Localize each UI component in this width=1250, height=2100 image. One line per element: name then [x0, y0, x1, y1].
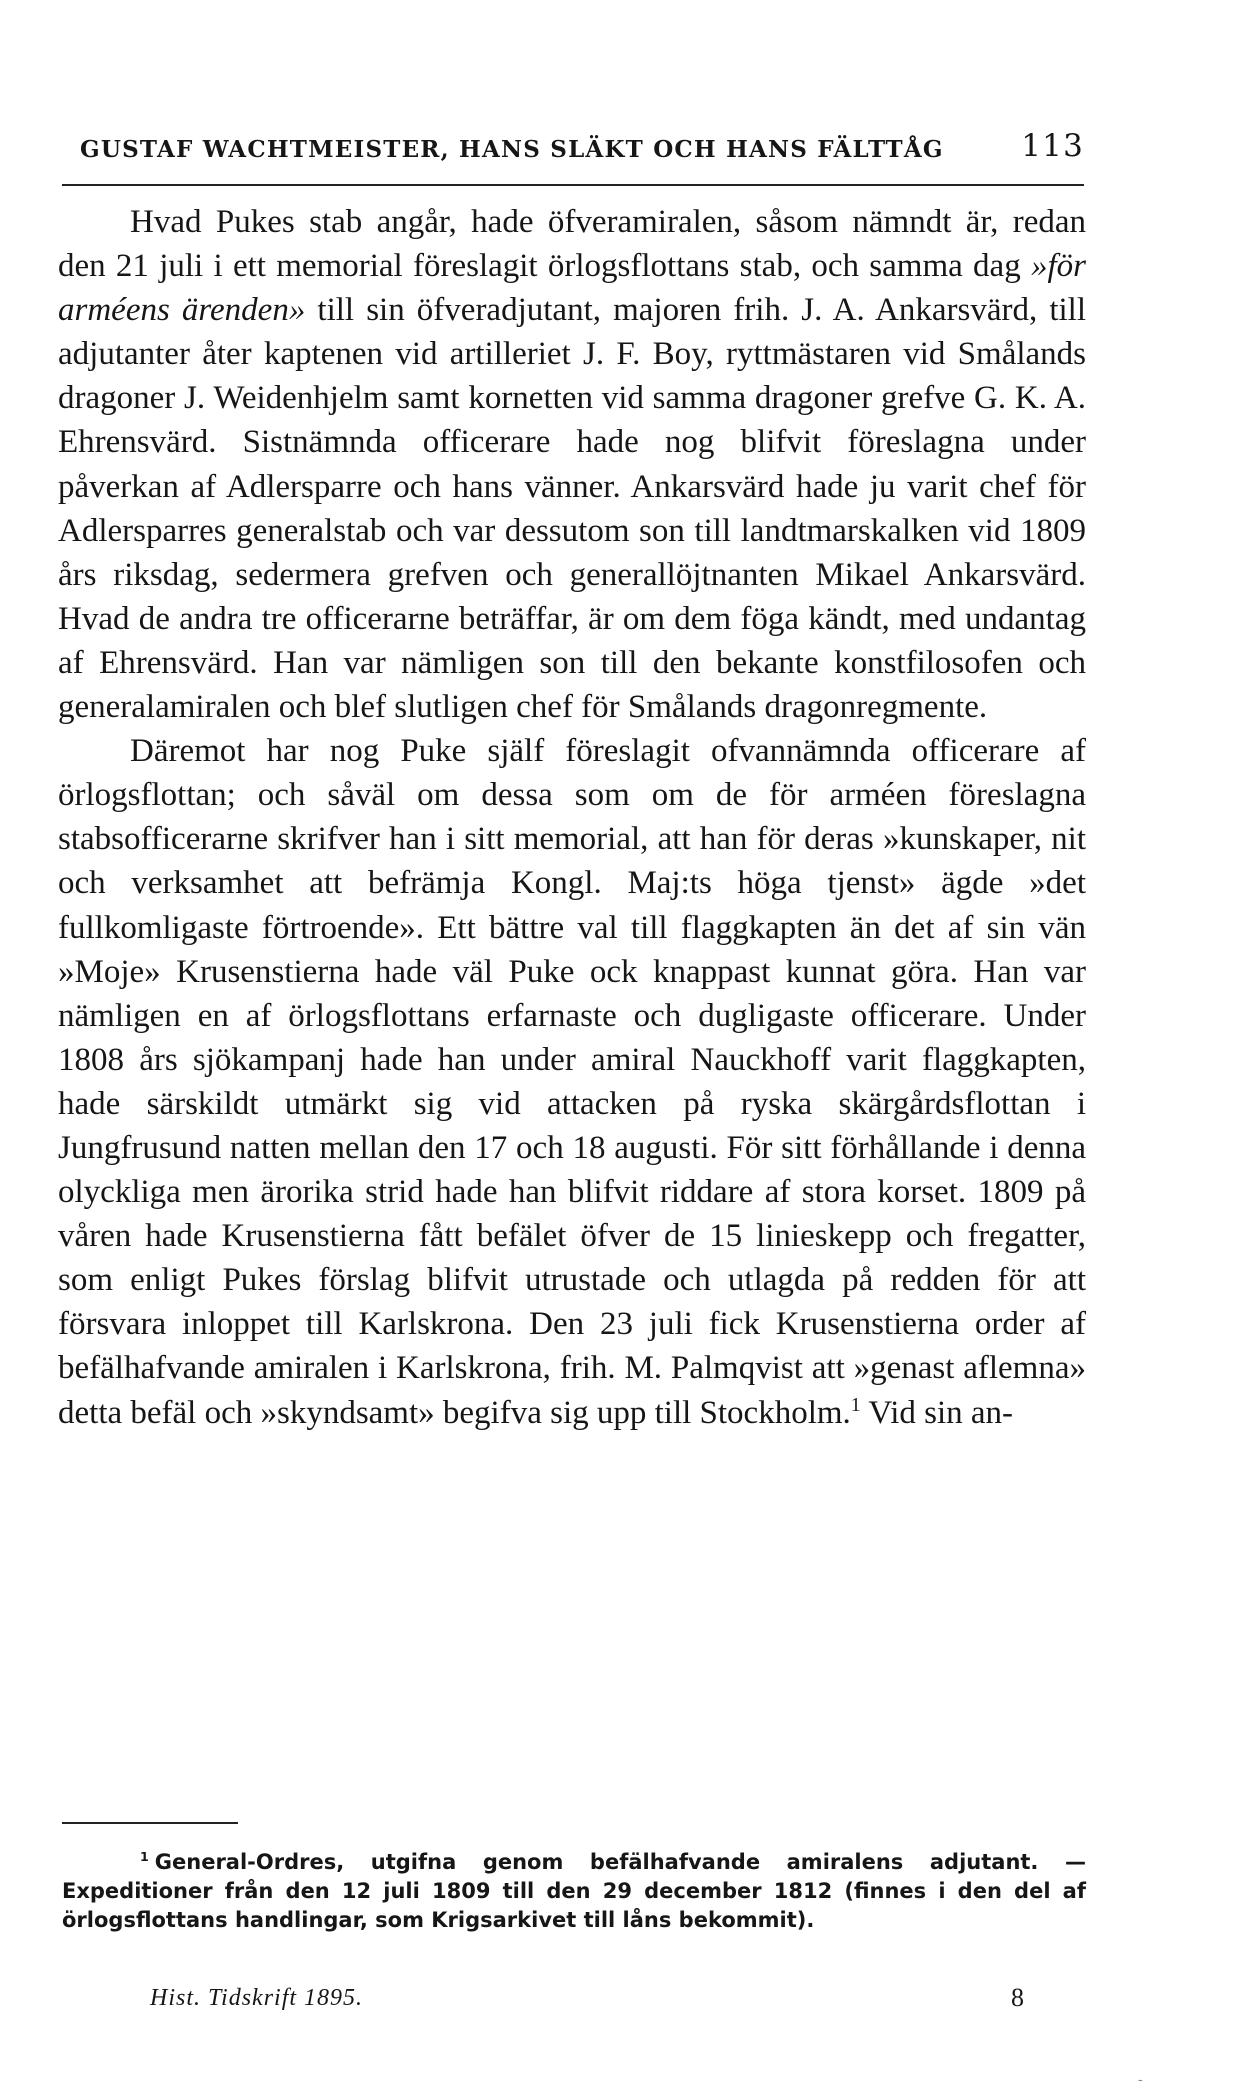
paragraph-1-text-a: Hvad Pukes stab angår, hade öfveramiralen, såsom nämndt är, redan den 21 juli i ett memorial föreslagit örlogsflottans stab, och samma dag — [58, 204, 1086, 285]
paragraph-1-emphasis: »för arméens ärenden» — [58, 248, 1086, 329]
footnote-reference: 1 — [850, 1393, 861, 1416]
stray-mark: - — [1138, 2072, 1143, 2088]
running-head — [80, 128, 1084, 168]
signature-line: Hist. Tidskrift 1895. — [150, 1985, 364, 2011]
paragraph-2 — [58, 729, 1086, 1435]
signature-mark: 8 — [1011, 1983, 1024, 2012]
header-rule — [62, 184, 1084, 186]
paragraph-2-text-b: Vid sin an- — [860, 1394, 1014, 1431]
page-number: 113 — [1021, 128, 1084, 164]
footnote-text: General-Ordres, utgifna genom befälhafvande amiralens adjutant. — Expeditioner från den 12 juli 1809 till den 29 december 1812 (finnes i den del af örlogsflottans handlingar, som Krigsarkivet till låns bekommit). — [62, 1850, 1086, 1932]
paragraph-1 — [58, 200, 1086, 729]
footnote: $^1$ General-Ordres, utgifna genom befälhafvande amiralens adjutant. — Expeditioner från den 12 juli 1809 till den 29 december 1812 (finnes i den del af örlogsflottans handlingar, som Krigsarkivet till låns bekommit). — [62, 1849, 1086, 1932]
body-text — [58, 200, 1086, 1435]
paragraph-2-text-a: Däremot har nog Puke själf föreslagit ofvannämnda officerare af örlogsflottan; och såväl om dessa som om de för arméen föreslagna stabsofficerarne skrifver han i sitt memorial, att han för deras »kunskaper, nit och verksamhet att befrämja Kongl. Maj:ts höga tjenst» ägde »det fullkomligaste förtroende». Ett bättre val till flaggkapten än det af sin vän »Moje» Krusenstierna hade väl Puke ock knappast kunnat göra. Han var nämligen en af örlogsflottans erfarnaste och dugligaste officerare. Under 1808 års sjökampanj hade han under amiral Nauckhoff varit flaggkapten, hade särskildt utmärkt sig vid attacken på ryska skärgårdsflottan i Jungfrusund natten mellan den 17 och 18 augusti. För sitt förhållande i denna olyckliga men ärorika strid hade han blifvit riddare af stora korset. 1809 på våren hade Krusenstierna fått befälet öfver de 15 linieskepp och fregatter, som enligt Pukes förslag blifvit utrustade och utlagda på redden för att försvara inloppet till Karlskrona. Den 23 juli fick Krusenstierna order af befälhafvande amiralen i Karlskrona, frih. M. Palmqvist att »genast aflemna» detta befäl och »skyndsamt» begifva sig upp till Stockholm. — [58, 733, 1086, 1431]
paragraph-1-text-b: till sin öfveradjutant, majoren frih. J. A. Ankarsvärd, till adjutanter åter kaptenen vid artilleriet J. F. Boy, ryttmästaren vid Smålands dragoner J. Weidenhjelm samt kornetten vid samma dragoner grefve G. K. A. Ehrensvärd. Sistnämnda officerare hade nog blifvit föreslagna under påverkan af Adlersparre och hans vänner. Ankarsvärd hade ju varit chef för Adlersparres generalstab och var dessutom son till landtmarskalken vid 1809 års riksdag, sedermera grefven och generallöjtnanten Mikael Ankarsvärd. Hvad de andra tre officerarne beträffar, är om dem föga kändt, med undantag af Ehrensvärd. Han var nämligen son till den bekante konstfilosofen och generalamiralen och blef slutligen chef för Smålands dragonregmente. — [58, 292, 1086, 726]
footnote-rule — [62, 1822, 238, 1824]
running-title: GUSTAF WACHTMEISTER, HANS SLÄKT OCH HANS FÄLTTÅG — [80, 136, 944, 163]
